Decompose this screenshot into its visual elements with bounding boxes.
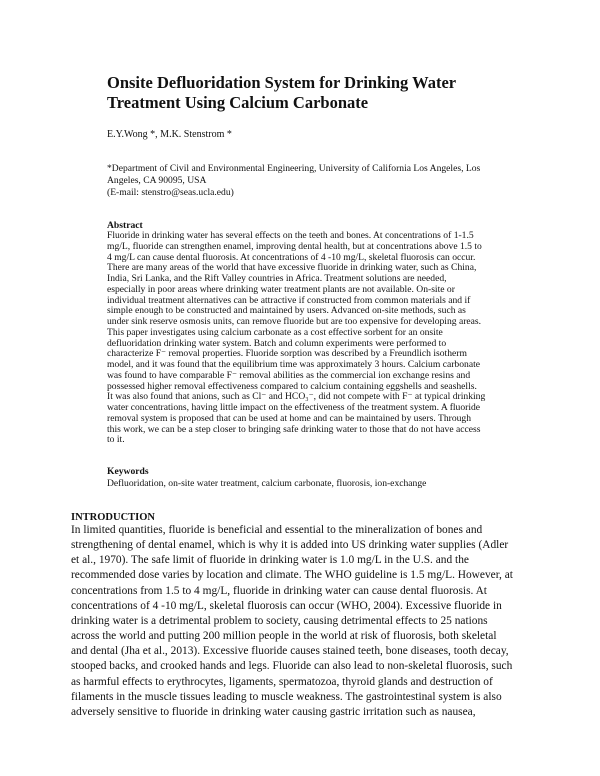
affiliation-email: (E-mail: stenstro@seas.ucla.edu) [107, 187, 234, 198]
abstract-line: under sink reserve osmosis units, can remove fluoride but are too expensive for developing areas. [107, 316, 482, 327]
intro-line: filaments in the muscle tissues leading to muscle weakness. The gastrointestinal system is also [71, 690, 502, 703]
abstract-line: removal system is proposed that can be used at home and can be maintained by users. Through [107, 412, 472, 424]
intro-line: strengthening of dental enamel, which is why it is added into US drinking water supplies (Adler [71, 539, 509, 552]
affiliation [107, 163, 527, 199]
abstract-line: characterize F⁻ removal properties. Fluoride sorption was described by a Freundlich isotherm [107, 348, 467, 360]
author-list: E.Y.Wong *, M.K. Stenstrom * [107, 129, 232, 140]
intro-line: recommended dose varies by location and climate. The WHO guideline is 1.5 mg/L. However, at [71, 569, 513, 582]
abstract-line: this work, we can be a step closer to bringing safe drinking water to those that do not have access [107, 423, 481, 435]
keywords-list: Defluoridation, on-site water treatment, calcium carbonate, fluorosis, ion-exchange [107, 478, 427, 489]
intro-line: et al., 1970). The safe limit of fluoride in drinking water is 1.0 mg/L in the U.S. and the [71, 554, 469, 567]
abstract-line: water concentrations, having little impact on the effectiveness of the treatment system. A fluoride [107, 402, 481, 413]
affiliation-line: Angeles, CA 90095, USA [107, 175, 207, 186]
intro-line: across the world and putting 200 million people in the world at risk of fluorosis, both skeletal [71, 630, 497, 643]
abstract-line: mg/L, fluoride can strengthen enamel, improving dental health, but at concentrations above 1.5 to [107, 240, 482, 252]
abstract-line: Fluoride in drinking water has several effects on the teeth and bones. At concentrations of 1-1.5 [107, 230, 474, 241]
intro-line: as harmful effects to erythrocytes, ligaments, spermatozoa, thyroid glands and destruction of [71, 675, 493, 688]
abstract-body [107, 231, 499, 446]
abstract-line: 4 mg/L can cause dental fluorosis. At concentrations of 4 -10 mg/L, skeletal fluorosis can occur. [107, 251, 476, 263]
keywords-heading: Keywords [107, 466, 149, 477]
intro-line: concentrations of 4 -10 mg/L, skeletal fluorosis can occur (WHO, 2004). Excessive fluoride in [71, 599, 502, 612]
title-line: Treatment Using Calcium Carbonate [107, 93, 369, 112]
abstract-line: simple enough to be constructed and maintained by users. Advanced on-site methods, such as [107, 305, 466, 317]
abstract-line: There are many areas of the world that have excessive fluoride in drinking water, such as China, [107, 262, 477, 274]
intro-line: concentrations from 1.5 to 4 mg/L, fluoride in drinking water can cause dental fluorosis. At [71, 584, 487, 597]
abstract-line: defluoridation drinking water system. Batch and column experiments were performed to [107, 337, 447, 349]
intro-line: drinking water is a detrimental problem to society, causing detrimental effects to 25 nations [71, 614, 488, 627]
intro-line: adversely sensitive to fluoride in drinking water causing gastric irritation such as nausea, [71, 705, 476, 718]
title-line: Onsite Defluoridation System for Drinking Water [107, 73, 457, 92]
abstract-line: to it. [107, 434, 125, 446]
intro-line: and dental (Jha et al., 2013). Excessive fluoride causes stained teeth, bone diseases, tooth decay, [71, 645, 509, 658]
paper-title [107, 73, 527, 113]
abstract-line: India, Sri Lanka, and the Rift Valley countries in Africa. Treatment solutions are needed, [107, 273, 447, 284]
affiliation-line: *Department of Civil and Environmental Engineering, University of California Los Angeles, Los [107, 163, 481, 174]
abstract-line: individual treatment alternatives can be attractive if constructed from common materials and if [107, 294, 471, 306]
intro-line: stooped backs, and crooked hands and legs. Fluoride can also lead to non-skeletal fluorosis, such [71, 660, 513, 673]
abstract-line: It was also found that anions, such as Cl⁻ and HCO₃⁻, did not compete with F⁻ at typical drinking [107, 391, 486, 403]
abstract-line: possessed higher removal effectiveness compared to calcium containing eggshells and seashells. [107, 380, 477, 392]
abstract-heading: Abstract [107, 220, 143, 231]
introduction-body [71, 523, 543, 720]
abstract-line: This paper investigates using calcium carbonate as a cost effective sorbent for an onsite [107, 326, 443, 338]
abstract-line: was found to have comparable F⁻ removal abilities as the commercial ion exchange resins and [107, 369, 471, 381]
section-heading-introduction: INTRODUCTION [71, 512, 156, 523]
intro-line: In limited quantities, fluoride is beneficial and essential to the mineralization of bones and [71, 524, 483, 536]
abstract-line: especially in poor areas where drinking water treatment plants are not available. On-site or [107, 283, 455, 295]
abstract-line: model, and it was found that the equilibrium time was approximately 3 hours. Calcium carbonate [107, 359, 480, 370]
